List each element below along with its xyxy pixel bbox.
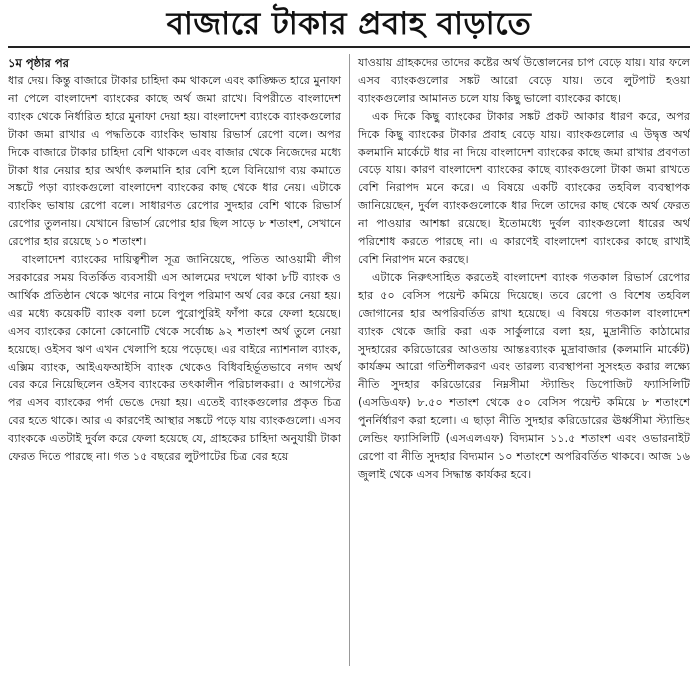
paragraph: এটাকে নিরুৎসাহিত করতেই বাংলাদেশ ব্যাংক গতকাল রিভার্স রেপোর হার ৫০ বেসিস পয়েন্ট কমিয়ে দিয়েছে। তবে রেপো ও বিশেষ তহবিল জোগানের হার অপরিবর্তিত রাখা হয়েছে। এ বিষয়ে গতকাল বাংলাদেশ ব্যাংক থেকে জারি করা এক সার্কুলারে বলা হয়, মুদ্রানীতি কাঠামোর সুদহারের করিডোরের আওতায় আন্তঃব্যাংক মুদ্রাবাজার (কলমানি মার্কেট) কার্যক্রম আরো গতিশীলকরণ এবং তারল্য ব্যবস্থাপনা সুসংহত করার লক্ষ্যে নীতি সুদহার করিডোরের নিম্নসীমা স্ট্যান্ডিং ডিপোজিট ফ্যাসিলিটি (এসডিএফ) ৮.৫০ শতাংশ থেকে ৫০ বেসিস পয়েন্ট কমিয়ে ৮ শতাংশে পুনর্নির্ধারণ করা হলো। এ ছাড়া নীতি সুদহার করিডোরের ঊর্ধ্বসীমা স্ট্যান্ডিং লেন্ডিং ফ্যাসিলিটি (এসএলএফ) বিদ্যমান ১১.৫ শতাংশ এবং ওভারনাইট রেপো বা নীতি সুদহার বিদ্যমান ১০ শতাংশে অপরিবর্তিত থাকবে। আজ ১৬ জুলাই থেকে এসব সিদ্ধান্ত কার্যকর হবে। xyxy=(358,270,690,481)
headline: বাজারে টাকার প্রবাহ বাড়াতে xyxy=(8,6,690,48)
paragraph: যাওয়ায় গ্রাহকদের তাদের কষ্টের অর্থ উত্তোলনের চাপ বেড়ে যায়। যার ফলে এসব ব্যাংকগুলোর সঙ্কট আরো বেড়ে যায়। তবে লুটপাট হওয়া ব্যাংকগুলোর আমানত চলে যায় কিছু ভালো ব্যাংকের কাছে। xyxy=(358,56,690,105)
left-column xyxy=(8,54,349,666)
paragraph: এক দিকে কিছু ব্যাংকের টাকার সঙ্কট প্রকট আকার ধারণ করে, অপর দিকে কিছু ব্যাংকের টাকার প্রবাহ বেড়ে যায়। ব্যাংকগুলোর এ উদ্বৃত্ত অর্থ কলমানি মার্কেটে ধার না দিয়ে বাংলাদেশ ব্যাংকের কাছে জমা রাখার প্রবণতা বেড়ে যায়। কারণ বাংলাদেশ ব্যাংকের কাছে ব্যাংকগুলো টাকা জমা রাখতে বেশি নিরাপদ মনে করে। এ বিষয়ে একটি ব্যাংকের তহবিল ব্যবস্থাপক জানিয়েছেন, দুর্বল ব্যাংকগুলোকে ধার দিলে তাদের কাছ থেকে অর্থ ফেরত না পাওয়ার আশঙ্কা রয়েছে। ইতোমধ্যে দুর্বল ব্যাংকগুলো ধারের অর্থ পরিশোধ করতে পারছে না। এ কারণেই বাংলাদেশ ব্যাংকের কাছে রাখাই বেশি নিরাপদ মনে করছে। xyxy=(358,109,690,266)
paragraph: ধার দেয়। কিন্তু বাজারে টাকার চাহিদা কম থাকলে এবং কাঙ্ক্ষিত হারে মুনাফা না পেলে বাংলাদেশ ব্যাংকের কাছে অর্থ জমা রাখে। বিপরীতে বাংলাদেশ ব্যাংক থেকে নির্ধারিত হারে মুনাফা দেয়া হয়। বাংলাদেশ ব্যাংকে ব্যাংকগুলোর টাকা জমা রাখার এ পদ্ধতিকে ব্যাংকিং ভাষায় রিভার্স রেপো বলে। অপর দিকে বাজারে টাকার চাহিদা বেশি থাকলে এবং বাজার থেকে নিজেদের মধ্যে টাকা ধার নেয়ার হার অর্থাৎ কলমানি হার বেশি হলে বিনিয়োগ ব্যয় কমাতে সঙ্কটে পড়া ব্যাংকগুলো বাংলাদেশ ব্যাংকের কাছ থেকে ধার নেয়। এটাকে ব্যাংকিং ভাষায় রেপো বলে। সাধারণত রেপোর সুদহার বেশি থাকে রিভার্স রেপোর তুলনায়। যেখানে রিভার্স রেপোর হার ছিল সাড়ে ৮ শতাংশ, সেখানে রেপোর হার রয়েছে ১০ শতাংশ। xyxy=(8,74,341,249)
jump-label: ১ম পৃষ্ঠার পর xyxy=(8,56,69,70)
right-column xyxy=(349,54,690,666)
article-columns xyxy=(8,54,690,666)
paragraph: বাংলাদেশ ব্যাংকের দায়িত্বশীল সূত্র জানিয়েছে, পতিত আওয়ামী লীগ সরকারের সময় বিতর্কিত ব্যবসায়ী এস আলমের দখলে থাকা ৮টি ব্যাংক ও আর্থিক প্রতিষ্ঠান থেকে ঋণের নামে বিপুল পরিমাণ অর্থ বের করে নেয়া হয়। এর মধ্যে কয়েকটি ব্যাংক বলা চলে পুরোপুরিই ফাঁপা করে ফেলা হয়েছে। এসব ব্যাংকের কোনো কোনোটি থেকে সর্বোচ্চ ৯২ শতাংশ অর্থ তুলে নেয়া হয়েছে। ওইসব ঋণ এখন খেলাপি হয়ে পড়েছে। এর বাইরে ন্যাশনাল ব্যাংক, এক্সিম ব্যাংক, আইএফআইসি ব্যাংক থেকেও বিধিবহির্ভূতভাবে নগদ অর্থ বের করে নিয়েছিলেন ওইসব ব্যাংকের তৎকালীন পরিচালকরা। ৫ আগস্টের পর এসব ব্যাংকের পর্দা ভেঙে দেয়া হয়। এতেই ব্যাংকগুলোর প্রকৃত চিত্র বের হতে থাকে। আর এ কারণেই আস্থার সঙ্কটে পড়ে যায় ব্যাংকগুলো। এসব ব্যাংককে এতটাই দুর্বল করে ফেলা হয়েছে যে, গ্রাহকের চাহিদা অনুযায়ী টাকা ফেরত দিতে পারছে না। গত ১৫ বছরের লুটপাটের চিত্র বের হয়ে xyxy=(8,253,341,464)
